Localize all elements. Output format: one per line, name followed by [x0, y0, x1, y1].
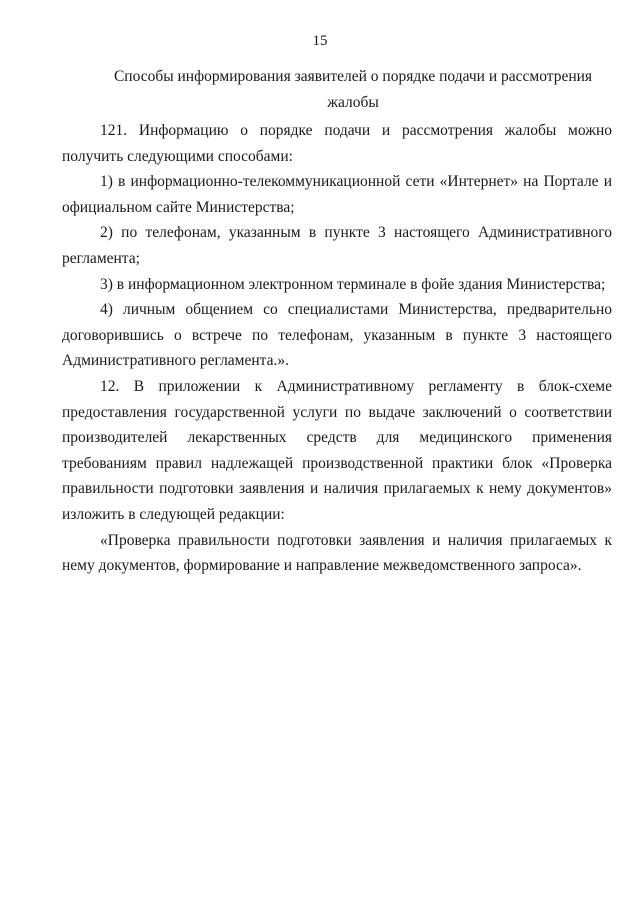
heading-line-1: Способы информирования заявителей о порядке подачи и рассмотрения	[113, 68, 593, 85]
quoted-block-title: «Проверка правильности подготовки заявления и наличия прилагаемых к нему документов, формирование и направление межведомственного запроса».	[62, 531, 612, 575]
document-body	[62, 118, 612, 579]
section-heading	[110, 64, 596, 116]
list-item-2: 2) по телефонам, указанным в пункте 3 настоящего Административного регламента;	[62, 224, 612, 267]
list-item-4: 4) личным общением со специалистами Министерства, предварительно договорившись о встрече по телефонам, указанным в пункте 3 настоящего Административного регламента.».	[62, 301, 612, 370]
list-item-1: 1) в информационно-телекоммуникационной сети «Интернет» на Портале и официальном сайте Министерства;	[62, 173, 612, 216]
page-number: 15	[312, 33, 328, 49]
heading-line-2: жалобы	[327, 94, 379, 111]
list-item-3: 3) в информационном электронном терминале в фойе здания Министерства;	[100, 275, 606, 293]
paragraph-12: 12. В приложении к Административному регламенту в блок-схеме предоставления государственной услуги по выдаче заключений о соответствии производителей лекарственных средств для медицинского применения требованиям правил надлежащей производственной практики блок «Проверка правильности подготовки заявления и наличия прилагаемых к нему документов» изложить в следующей редакции:	[62, 377, 612, 523]
paragraph-121: 121. Информацию о порядке подачи и рассмотрения жалобы можно получить следующими способами:	[62, 122, 612, 165]
